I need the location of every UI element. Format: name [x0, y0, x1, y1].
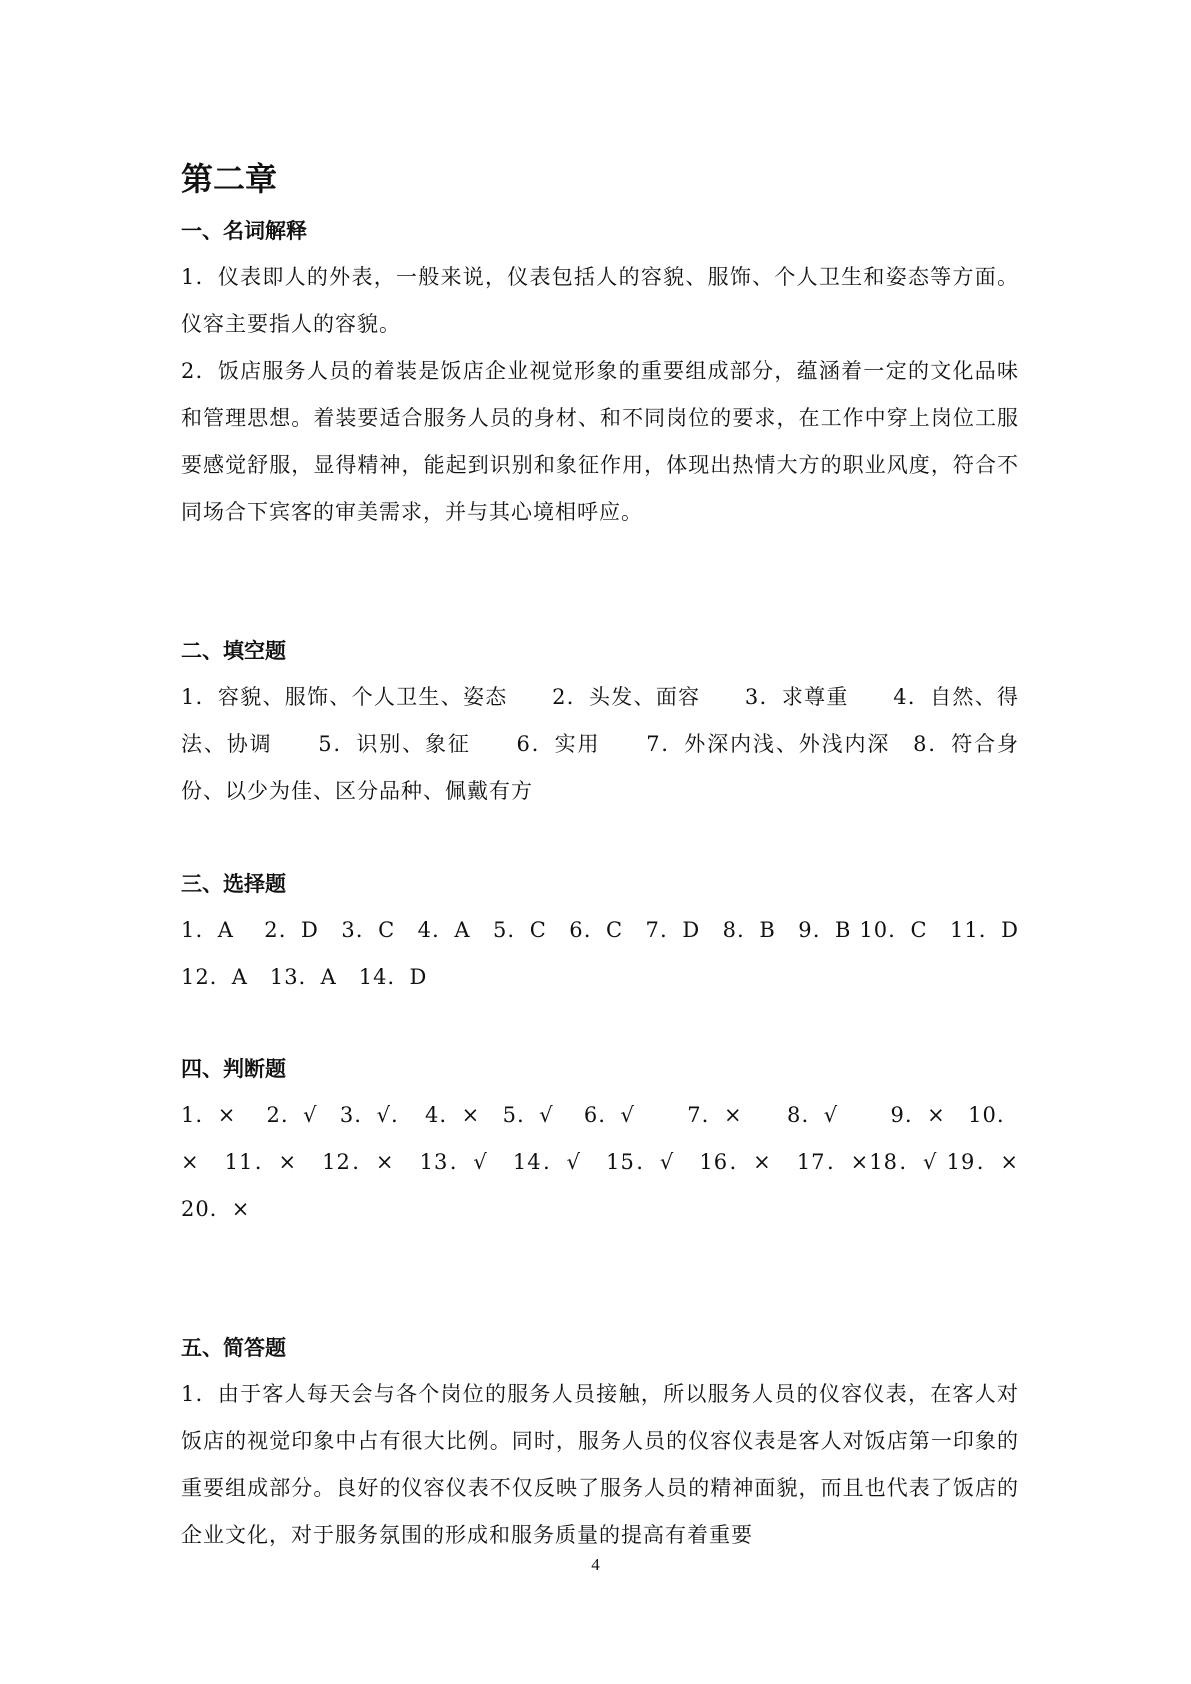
short-answer-paragraph-1: 1．由于客人每天会与各个岗位的服务人员接触，所以服务人员的仪容仪表，在客人对饭店的视觉印象中占有很大比例。同时，服务人员的仪容仪表是客人对饭店第一印象的重要组成部分。良好的仪容仪表不仅反映了服务人员的精神面貌，而且也代表了饭店的企业文化，对于服务氛围的形成和服务质量的提高有着重要 [181, 1382, 1019, 1547]
fill-blank-answers: 1．容貌、服饰、个人卫生、姿态 2．头发、面容 3．求尊重 4．自然、得法、协调 5．识别、象征 6．实用 7．外深内浅、外浅内深 8．符合身份、以少为佳、区分品种、佩戴有方 [181, 685, 1019, 803]
section-title-multiple-choice: 三、选择题 [181, 872, 286, 896]
chapter-title: 第二章 [181, 160, 278, 198]
section-title-short-answer: 五、简答题 [181, 1336, 286, 1360]
section-title-fill-blank: 二、填空题 [181, 639, 286, 663]
definition-paragraph-2: 2．饭店服务人员的着装是饭店企业视觉形象的重要组成部分，蕴涵着一定的文化品味和管理思想。着装要适合服务人员的身材、和不同岗位的要求，在工作中穿上岗位工服要感觉舒服，显得精神，能起到识别和象征作用，体现出热情大方的职业风度，符合不同场合下宾客的审美需求，并与其心境相呼应。 [181, 359, 1019, 524]
true-false-answers: 1．× 2．√ 3．√． 4．× 5．√ 6．√ 7．× 8．√ 9．× 10．× 11．× 12．× 13．√ 14．√ 15．√ 16．× 17．×18．√ 19．× 20．× [181, 1103, 1041, 1221]
definition-paragraph-1: 1．仪表即人的外表，一般来说，仪表包括人的容貌、服饰、个人卫生和姿态等方面。仪容主要指人的容貌。 [181, 265, 1019, 336]
multiple-choice-answers: 1．A 2．D 3．C 4．A 5．C 6．C 7．D 8．B 9．B 10．C 11．D 12．A 13．A 14．D [181, 918, 1041, 989]
page-number: 4 [591, 1555, 600, 1574]
section-title-definitions: 一、名词解释 [181, 219, 307, 243]
section-title-true-false: 四、判断题 [181, 1057, 286, 1081]
document-page [181, 150, 1041, 1559]
